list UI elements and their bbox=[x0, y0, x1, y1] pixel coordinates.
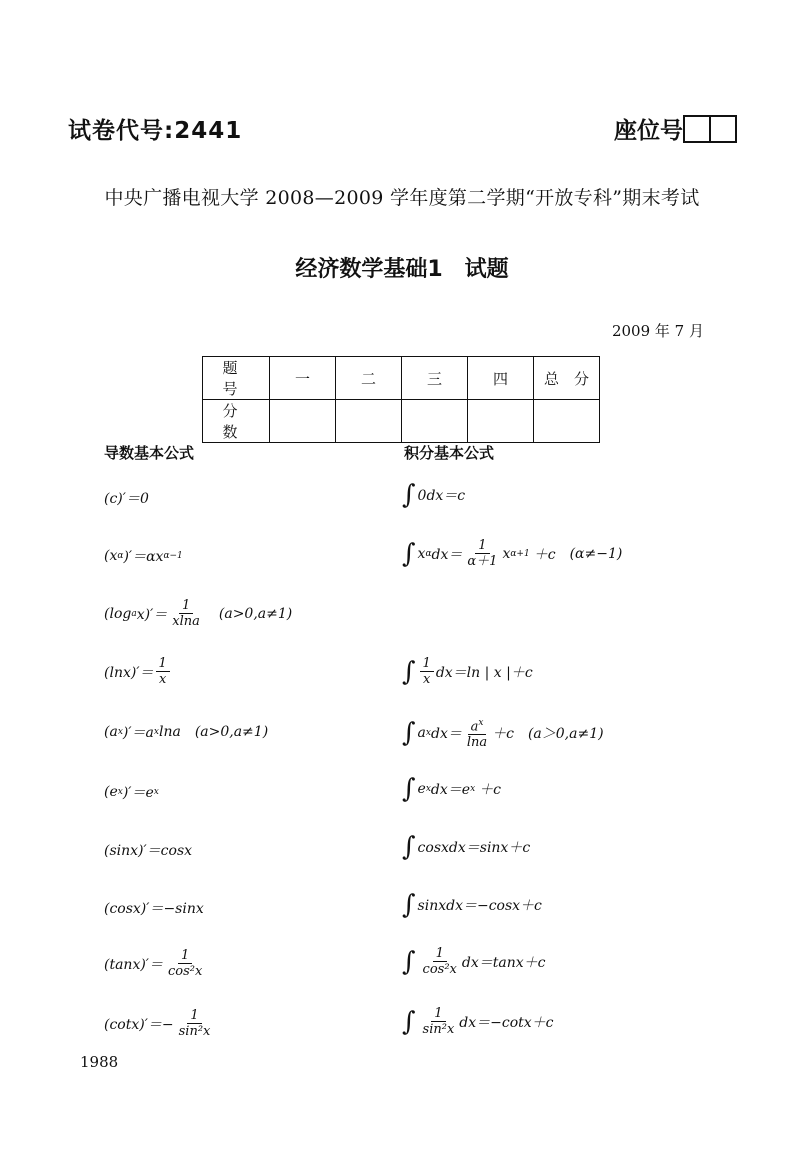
score-table bbox=[202, 356, 600, 443]
fraction-numerator: 1 bbox=[431, 1006, 445, 1022]
derivative-sin bbox=[104, 840, 192, 860]
derivative-cos bbox=[104, 898, 204, 918]
fraction-numerator: 1 bbox=[420, 656, 434, 672]
integral-reciprocal bbox=[402, 656, 533, 687]
formula-text: lna bbox=[158, 724, 181, 740]
formula-sub: a bbox=[131, 608, 137, 619]
fraction-denominator: sin²x bbox=[178, 1024, 211, 1039]
integral-power bbox=[402, 538, 622, 569]
formula-condition: (α≠−1) bbox=[569, 545, 623, 562]
formula-text: ＋c bbox=[492, 726, 514, 743]
formula-text: )′＝αx bbox=[123, 549, 164, 565]
formula-text: (c)′＝0 bbox=[104, 491, 149, 507]
formula-text: (cotx)′＝− bbox=[104, 1016, 174, 1033]
formula-text: dx＝tanx＋c bbox=[461, 954, 546, 971]
formula-text: )′＝a bbox=[122, 725, 154, 741]
integral-cos bbox=[402, 834, 530, 860]
fraction bbox=[169, 598, 203, 629]
seat-number bbox=[614, 112, 737, 145]
table-cell: 二 bbox=[336, 357, 402, 400]
formula-sup: x bbox=[478, 718, 484, 728]
seat-box bbox=[683, 115, 711, 143]
formula-text: x)′＝ bbox=[136, 606, 168, 623]
integral-symbol: ∫ bbox=[402, 832, 416, 862]
table-cell: 四 bbox=[468, 357, 534, 400]
fraction bbox=[420, 1006, 458, 1037]
fraction bbox=[420, 656, 434, 687]
fraction-denominator: x bbox=[423, 672, 431, 687]
formula-sup: x bbox=[470, 784, 476, 794]
table-row bbox=[203, 357, 600, 400]
integral-symbol: ∫ bbox=[402, 656, 416, 687]
formula-sup: x bbox=[153, 787, 159, 797]
fraction bbox=[165, 948, 205, 979]
formula-sup: α+1 bbox=[510, 548, 530, 559]
formula-sup: x bbox=[425, 784, 431, 794]
derivative-exponential-e bbox=[104, 782, 159, 802]
fraction-numerator bbox=[468, 716, 487, 735]
table-cell: 一 bbox=[270, 357, 336, 400]
integral-symbol: ∫ bbox=[402, 1006, 416, 1037]
fraction-numerator: 1 bbox=[156, 656, 170, 672]
formula-text: a bbox=[470, 719, 479, 735]
integral-sec-squared bbox=[402, 946, 545, 977]
derivative-tan bbox=[104, 948, 207, 979]
score-input-cell[interactable] bbox=[402, 400, 468, 443]
seat-boxes bbox=[685, 115, 737, 143]
integral-symbol: ∫ bbox=[402, 480, 416, 510]
formula-text: dx＝−cotx＋c bbox=[459, 1014, 554, 1031]
derivative-exponential-a bbox=[104, 722, 268, 742]
integral-heading: 积分基本公式 bbox=[404, 444, 495, 462]
formula-condition: (a>0,a≠1) bbox=[218, 605, 293, 622]
fraction-numerator: 1 bbox=[178, 948, 192, 964]
formula-sup: x bbox=[153, 727, 159, 737]
integral-symbol: ∫ bbox=[402, 946, 416, 977]
formula-condition: (a>0,a≠1) bbox=[194, 724, 269, 740]
exam-title: 中央广播电视大学 2008—2009 学年度第二学期“开放专科”期末考试 bbox=[104, 187, 700, 209]
formula-text: ＋c bbox=[479, 782, 501, 798]
derivative-log bbox=[104, 598, 292, 629]
formula-sup: α bbox=[117, 551, 124, 561]
formula-text: (lnx)′＝ bbox=[104, 664, 154, 681]
formula-text: e bbox=[417, 781, 426, 797]
integral-exponential-e bbox=[402, 776, 501, 802]
formula-text: (log bbox=[104, 605, 132, 622]
integral-sin bbox=[402, 892, 542, 918]
formula-text: dx＝ln | x |＋c bbox=[435, 664, 533, 681]
fraction-numerator: 1 bbox=[475, 538, 489, 554]
formula-text: x bbox=[502, 545, 511, 562]
integral-csc-squared bbox=[402, 1006, 554, 1037]
formula-text: (x bbox=[104, 548, 118, 564]
fraction bbox=[176, 1008, 214, 1039]
fraction-numerator: 1 bbox=[187, 1008, 201, 1024]
formula-text: dx＝ bbox=[431, 546, 463, 563]
fraction bbox=[464, 538, 500, 569]
formula-text: 0dx＝c bbox=[417, 488, 466, 504]
fraction bbox=[156, 656, 170, 687]
formula-text: a bbox=[417, 725, 426, 742]
formula-sup: x bbox=[117, 787, 123, 797]
formula-text: sinxdx＝−cosx＋c bbox=[417, 898, 542, 914]
integral-symbol: ∫ bbox=[402, 890, 416, 920]
score-input-cell[interactable] bbox=[336, 400, 402, 443]
formula-text: (sinx)′＝cosx bbox=[104, 843, 193, 859]
page-number: 1988 bbox=[80, 1053, 119, 1071]
formula-text: (tanx)′＝ bbox=[104, 956, 163, 973]
table-cell: 题 号 bbox=[203, 357, 270, 400]
formula-text: dx＝e bbox=[430, 782, 471, 798]
fraction-denominator: sin²x bbox=[422, 1022, 455, 1037]
formula-text: ＋c bbox=[533, 546, 556, 563]
paper-code: 试卷代号:2441 bbox=[68, 118, 243, 144]
score-input-cell[interactable] bbox=[270, 400, 336, 443]
integral-exponential-a bbox=[402, 716, 604, 750]
formula-condition: (a＞0,a≠1) bbox=[527, 726, 604, 743]
formula-text: )′＝e bbox=[122, 785, 154, 801]
derivative-power bbox=[104, 546, 183, 566]
formula-sup: α bbox=[425, 548, 432, 559]
fraction-numerator: 1 bbox=[179, 598, 193, 614]
subject-title: 经济数学基础1 试题 bbox=[295, 257, 509, 282]
derivative-ln bbox=[104, 656, 172, 687]
formula-text: x bbox=[417, 545, 426, 562]
fraction-denominator: x bbox=[158, 672, 167, 687]
integral-symbol: ∫ bbox=[402, 538, 416, 569]
exam-date: 2009 年 7 月 bbox=[611, 322, 704, 340]
fraction-denominator: α＋1 bbox=[467, 554, 498, 569]
seat-box bbox=[709, 115, 737, 143]
fraction bbox=[420, 946, 460, 977]
table-cell: 三 bbox=[402, 357, 468, 400]
fraction-denominator: xlna bbox=[172, 614, 200, 629]
formula-text: dx＝ bbox=[430, 726, 462, 743]
derivative-cot bbox=[104, 1008, 215, 1039]
table-cell: 总 分 bbox=[534, 357, 600, 400]
table-row bbox=[203, 400, 600, 443]
integral-zero bbox=[402, 482, 465, 508]
formula-text: (a bbox=[104, 724, 118, 740]
seat-label: 座位号 bbox=[614, 118, 683, 144]
formula-text: (cosx)′＝−sinx bbox=[104, 901, 204, 917]
formula-text: cosxdx＝sinx＋c bbox=[417, 840, 531, 856]
formula-sup: α−1 bbox=[163, 551, 183, 561]
score-input-cell[interactable] bbox=[468, 400, 534, 443]
integral-symbol: ∫ bbox=[402, 774, 416, 804]
formula-text: (e bbox=[104, 784, 118, 800]
fraction-denominator: lna bbox=[466, 735, 488, 751]
fraction-numerator: 1 bbox=[433, 946, 447, 962]
derivative-constant bbox=[104, 488, 149, 508]
fraction bbox=[464, 716, 490, 750]
formula-sup: x bbox=[117, 727, 123, 737]
fraction-denominator: cos²x bbox=[422, 962, 457, 977]
formula-sup: x bbox=[425, 728, 431, 739]
score-input-cell[interactable] bbox=[534, 400, 600, 443]
derivative-heading: 导数基本公式 bbox=[104, 444, 195, 462]
table-cell: 分 数 bbox=[203, 400, 270, 443]
integral-symbol: ∫ bbox=[402, 718, 416, 749]
fraction-denominator: cos²x bbox=[168, 964, 203, 979]
